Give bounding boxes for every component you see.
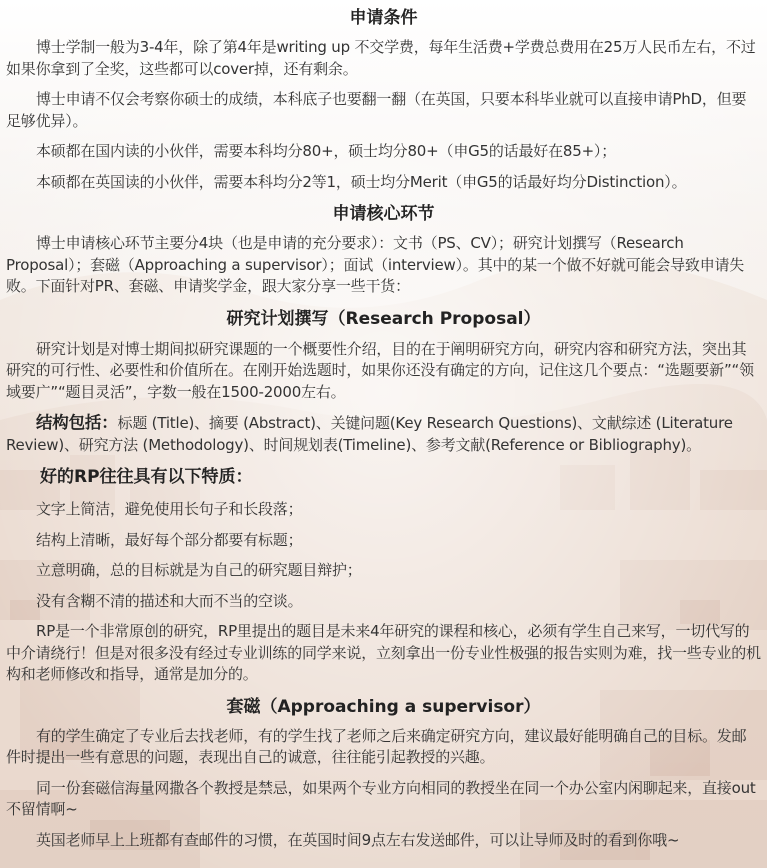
structure-lead: 结构包括： [36,413,118,432]
section-title-supervisor: 套磁（Approaching a supervisor） [226,696,541,717]
section-title-core: 申请核心环节 [332,204,435,224]
section-title-conditions: 申请条件 [349,8,418,28]
qualities-list [6,499,761,612]
quality-item: 结构上清晰，最好每个部分都要有标题； [36,530,303,549]
quality-item: 没有含糊不清的描述和大而不当的空谈。 [36,591,303,610]
supervisor-paragraph-3: 英国老师早上上班都有查邮件的习惯，在英国时间9点左右发送邮件，可以让导师及时的看到你哦~ [36,830,680,849]
conditions-paragraph-3: 本硕都在国内读的小伙伴，需要本科均分80+，硕士均分80+（申G5的话最好在85+）； [36,142,617,160]
proposal-paragraph-1: 研究计划是对博士期间拟研究课题的一个概要性介绍，目的在于阐明研究方向，研究内容和研究方法，突出其研究的可行性、必要性和价值所在。在刚开始选题时，如果你还没有确定的方向，记住这几个要点：“选题要新”“领域要广”“题目灵活”，字数一般在1500-2000左右。 [6,339,754,401]
section-title-proposal: 研究计划撰写（Research Proposal） [226,308,541,329]
quality-item: 文字上简洁，避免使用长句子和长段落； [36,500,303,518]
quality-item: 立意明确，总的目标就是为自己的研究题目辩护； [36,561,362,579]
supervisor-paragraph-2: 同一份套磁信海量网撒各个教授是禁忌，如果两个专业方向相同的教授坐在同一个办公室内闲聊起来，直接out不留情啊~ [6,778,756,818]
conditions-paragraph-4: 本硕都在英国读的小伙伴，需要本科均分2等1，硕士均分Merit（申G5的话最好均分Distinction）。 [36,172,687,191]
proposal-structure [6,412,761,456]
proposal-paragraph-2: RP是一个非常原创的研究，RP里提出的题目是未来4年研究的课程和核心，必须有学生自己来写，一切代写的中介请绕行！但是对很多没有经过专业训练的同学来说，立刻拿出一份专业性极强的报告实则为难，找一些专业的机构和老师修改和指导，通常是加分的。 [6,622,761,683]
qualities-title: 好的RP往往具有以下特质： [40,467,253,487]
supervisor-paragraph-1: 有的学生确定了专业后去找老师，有的学生找了老师之后来确定研究方向，建议最好能明确自己的目标。发邮件时提出一些有意思的问题，表现出自己的诚意，往往能引起教授的兴趣。 [6,726,747,766]
structure-text: 标题 (Title)、摘要 (Abstract)、关键问题(Key Research Questions)、文献综述 (Literature Review)、研究方法 (Methodology)、时间规划表(Timeline)、参考文献(Reference or Bibliography)。 [6,414,733,454]
core-paragraph-1: 博士申请核心环节主要分4块（也是申请的充分要求）：文书（PS、CV）；研究计划撰写（Research Proposal）；套磁（Approaching a supervisor）；面试（interview）。其中的某一个做不好就可能会导致申请失败。下面针对PR、套磁、申请奖学金，跟大家分享一些干货： [6,234,745,295]
conditions-paragraph-2: 博士申请不仅会考察你硕士的成绩，本科底子也要翻一翻（在英国，只要本科毕业就可以直接申请PhD，但要足够优异）。 [6,90,747,130]
conditions-paragraph-1: 博士学制一般为3-4年，除了第4年是writing up 不交学费，每年生活费+学费总费用在25万人民币左右，不过如果你拿到了全奖，这些都可以cover掉，还有剩余。 [6,38,756,78]
